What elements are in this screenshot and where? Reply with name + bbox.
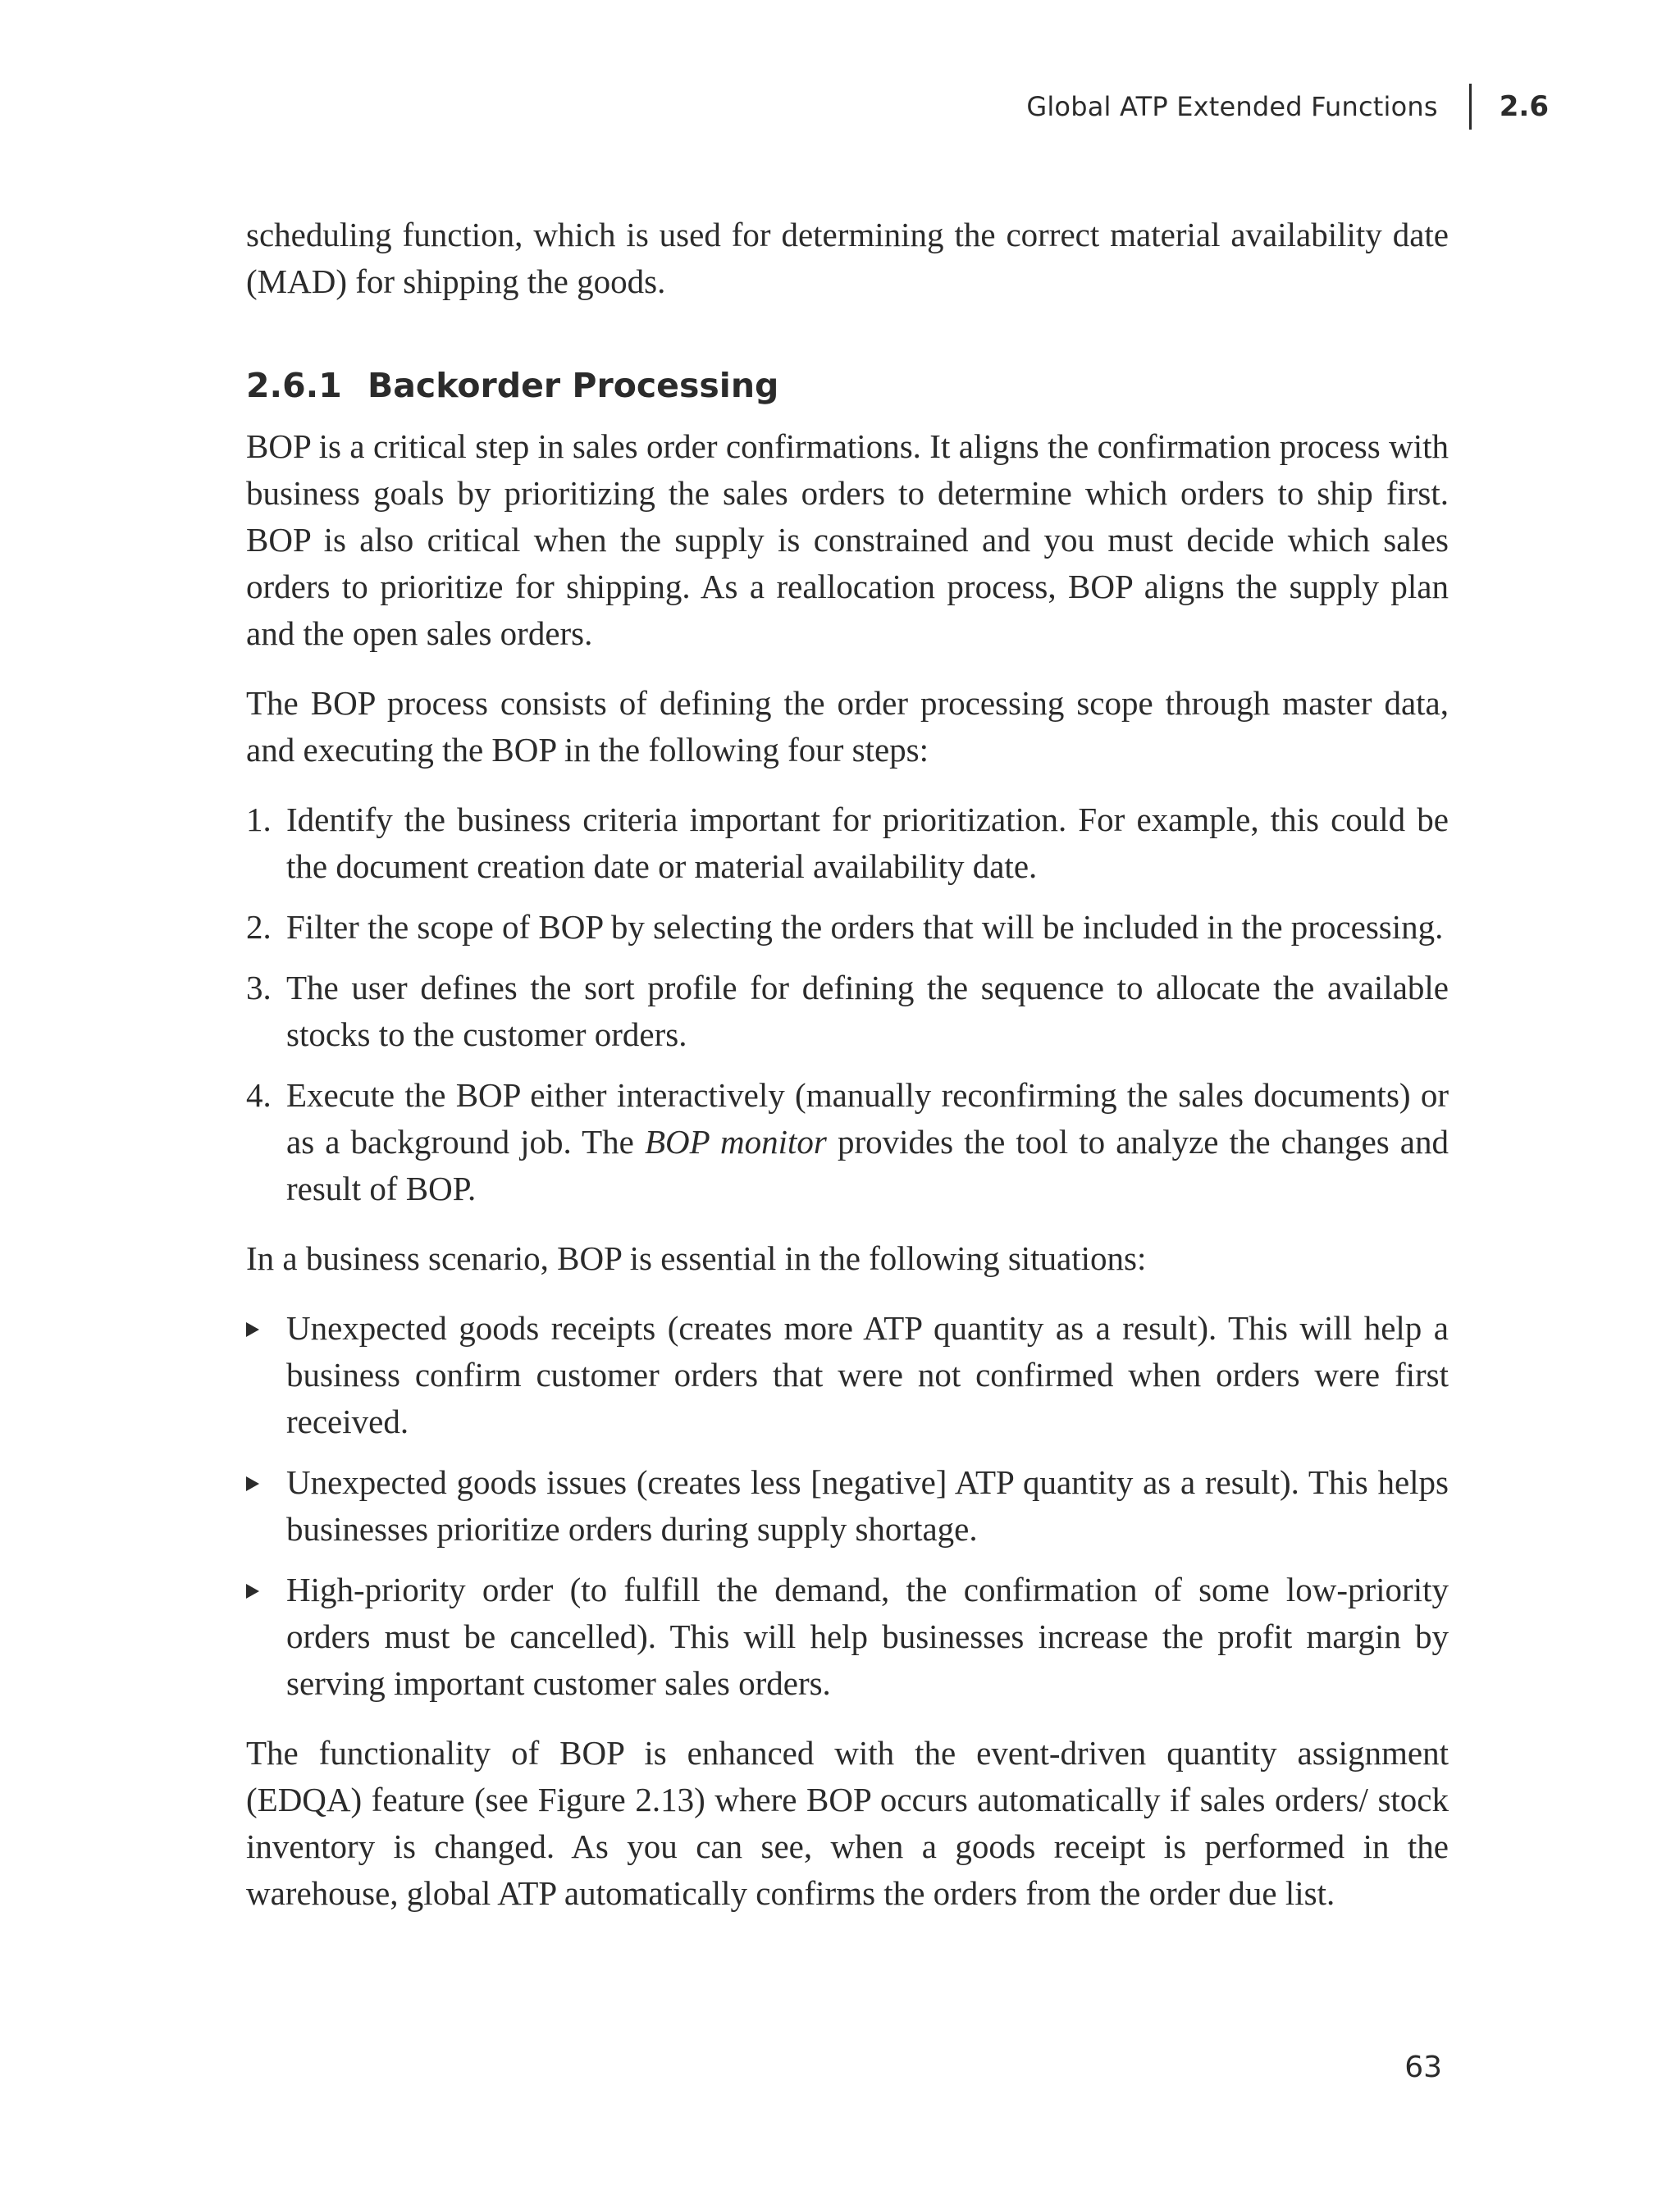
paragraph-bop-process: The BOP process consists of defining the order processing scope through master data, and executing the BOP in the following four steps:	[246, 684, 1449, 769]
list-item	[246, 904, 1449, 951]
section-heading	[246, 364, 1449, 407]
bullet-text: Unexpected goods issues (creates less [negative] ATP quantity as a result). This helps businesses prioritize orders during supply shortage.	[286, 1463, 1449, 1548]
step-text	[286, 1076, 1449, 1207]
step-number: 1.	[246, 801, 272, 838]
list-item	[246, 796, 1449, 890]
header-divider	[1469, 84, 1472, 130]
step-text: The user defines the sort profile for defining the sequence to allocate the available stocks to the customer orders.	[286, 969, 1449, 1053]
list-item	[246, 1459, 1449, 1553]
step-number: 3.	[246, 969, 272, 1006]
paragraph-scenarios: In a business scenario, BOP is essential in the following situations:	[246, 1239, 1147, 1277]
bullet-text: High-priority order (to fulfill the demand, the confirmation of some low-priority orders must be cancelled). This will help businesses increase the profit margin by serving important customer sales orders.	[286, 1571, 1449, 1702]
step-text-end: provides the tool to analyze the changes and result of BOP.	[286, 1123, 1449, 1207]
list-item	[246, 1567, 1449, 1707]
step-number: 4.	[246, 1076, 272, 1114]
list-item	[246, 965, 1449, 1058]
running-header	[1026, 82, 1549, 131]
step-text: Identify the business criteria important for prioritization. For example, this could be the document creation date or material availability date.	[286, 801, 1449, 885]
step-text-start: Execute the BOP either interactively (manually reconfirming the sales documents) or as a background job. The	[286, 1076, 1449, 1161]
page-number: 63	[1404, 2051, 1442, 2084]
running-header-title: Global ATP Extended Functions	[1026, 91, 1438, 122]
section-number: 2.6.1	[246, 366, 342, 405]
scenario-bullet-list	[246, 1305, 1449, 1707]
section-title: Backorder Processing	[368, 366, 779, 405]
triangle-bullet-icon	[246, 1476, 259, 1491]
steps-list	[246, 796, 1449, 1212]
step-number: 2.	[246, 908, 272, 946]
list-item	[246, 1305, 1449, 1445]
triangle-bullet-icon	[246, 1584, 259, 1599]
page-body	[246, 212, 1449, 1940]
running-header-section-number: 2.6	[1499, 90, 1549, 123]
paragraph-edqa: The functionality of BOP is enhanced with the event-driven quantity assignment (EDQA) feature (see Figure 2.13) where BOP occurs automatically if sales orders/ stock inventory is changed. As you can see, when a goods receipt is performed in the warehouse, global ATP automatically confirms the orders from the order due list.	[246, 1734, 1449, 1912]
intro-paragraph: scheduling function, which is used for determining the correct material availability date (MAD) for shipping the goods.	[246, 216, 1449, 300]
step-text: Filter the scope of BOP by selecting the orders that will be included in the processing.	[286, 908, 1444, 946]
triangle-bullet-icon	[246, 1322, 259, 1337]
bop-monitor-term: BOP monitor	[644, 1123, 827, 1161]
paragraph-bop-overview: BOP is a critical step in sales order confirmations. It aligns the confirmation process with business goals by prioritizing the sales orders to determine which orders to ship first. BOP is also critical when the supply is constrained and you must decide which sales orders to prioritize for shipping. As a reallocation process, BOP aligns the supply plan and the open sales orders.	[246, 427, 1449, 652]
bullet-text: Unexpected goods receipts (creates more ATP quantity as a result). This will help a business confirm customer orders that were not confirmed when orders were first received.	[286, 1309, 1449, 1440]
list-item	[246, 1072, 1449, 1212]
